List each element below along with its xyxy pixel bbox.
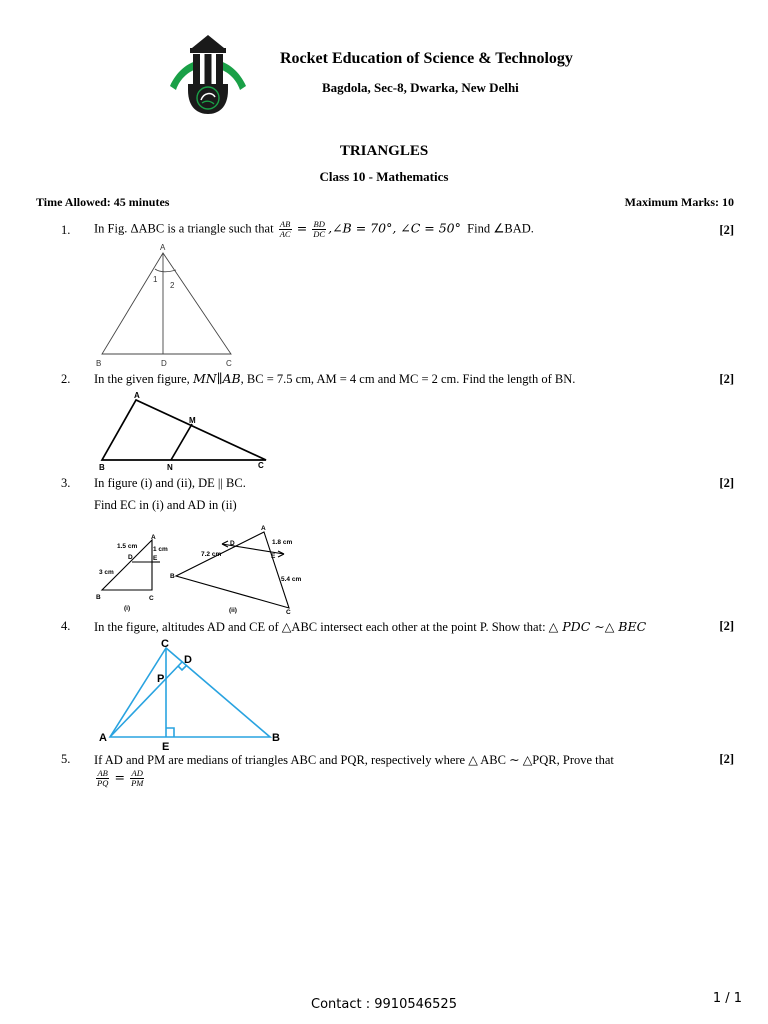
q4-pre: In the figure, altitudes AD and CE of △ABC intersect each other at the point P. Show that: <box>94 620 546 634</box>
fig3ii-label-e: E <box>271 553 276 560</box>
fig3i-label-e: E <box>153 555 158 562</box>
fig1-label-a: A <box>160 243 166 252</box>
question-4-marks: [2] <box>719 619 734 633</box>
question-1-number: 1. <box>61 223 71 237</box>
fig4-label-d: D <box>184 654 192 666</box>
question-2-number: 2. <box>61 372 71 386</box>
q1-fraction-1: $\frac{AB}{AC}$ <box>279 219 291 239</box>
figure-3-triangles <box>94 518 334 616</box>
fig2-label-a: A <box>134 391 140 400</box>
fig3ii-len-1-8: 1.8 cm <box>272 539 293 546</box>
fig3i-caption: (i) <box>124 605 131 612</box>
q1-fraction-2: $\frac{BD}{DC}$ <box>313 219 326 239</box>
q1-pre: In Fig. ΔABC is a triangle such that <box>94 221 274 236</box>
q1-post: Find ∠BAD. <box>467 221 534 236</box>
fig3i-label-c: C <box>149 595 154 602</box>
fig2-label-n: N <box>167 463 173 472</box>
q1-conditions: ,∠B = 70°, ∠C = 50° <box>328 220 461 236</box>
institute-name: Rocket Education of Science & Technology <box>280 50 573 67</box>
fig1-angle-2: 2 <box>170 281 175 290</box>
time-allowed: Time Allowed: 45 minutes <box>36 195 170 209</box>
q5-equals: = <box>114 769 125 785</box>
fig1-label-d: D <box>161 359 167 368</box>
document-title: TRIANGLES <box>339 143 429 159</box>
class-subject: Class 10 - Mathematics <box>319 169 449 184</box>
question-3-marks: [2] <box>719 476 734 490</box>
question-1-marks: [2] <box>719 223 734 237</box>
fig3ii-label-a: A <box>261 525 266 532</box>
page-number: 1 / 1 <box>712 991 742 1006</box>
question-5-marks: [2] <box>719 752 734 766</box>
fig4-label-c: C <box>161 638 169 650</box>
question-3-line-1: In figure (i) and (ii), DE || BC. <box>94 476 246 490</box>
q5-fraction-2: $\frac{AD}{PM}$ <box>131 768 144 788</box>
fig3ii-caption: (ii) <box>229 607 237 614</box>
fig3i-label-b: B <box>96 594 101 601</box>
q2-post: , BC = 7.5 cm, AM = 4 cm and MC = 2 cm. Find the length of BN. <box>240 372 576 386</box>
fig3ii-len-5-4: 5.4 cm <box>281 576 302 583</box>
question-3-line-2: Find EC in (i) and AD in (ii) <box>94 498 237 512</box>
fig2-label-b: B <box>99 463 105 472</box>
fig4-label-e: E <box>162 741 170 753</box>
question-5-text: If AD and PM are medians of triangles ABC and PQR, respectively where △ ABC ∼ △PQR, Prove that <box>94 753 614 767</box>
question-1-text <box>94 220 534 239</box>
question-4-number: 4. <box>61 619 71 633</box>
question-2-text <box>94 371 575 387</box>
fig1-label-b: B <box>96 359 102 368</box>
fig3ii-label-c: C <box>286 609 291 616</box>
fig3i-label-a: A <box>151 534 156 541</box>
question-2-marks: [2] <box>719 372 734 386</box>
fig3ii-label-d: D <box>230 540 235 547</box>
question-3-number: 3. <box>61 476 71 490</box>
fig3ii-label-b: B <box>170 573 175 580</box>
fig3i-label-d: D <box>128 554 133 561</box>
q4-math: △ PDC ∼△ BEC <box>548 619 647 634</box>
question-4-text <box>94 619 646 635</box>
figure-1-triangle <box>94 242 244 372</box>
fig2-label-m: M <box>189 416 196 425</box>
fig3i-len-3: 3 cm <box>99 569 114 576</box>
q2-pre: In the given figure, <box>94 372 190 386</box>
q5-fraction-1: $\frac{AB}{PQ}$ <box>97 768 109 788</box>
school-logo <box>166 34 250 116</box>
fig1-angle-1: 1 <box>153 275 158 284</box>
question-5-equation <box>94 769 146 788</box>
fig3i-len-1-5: 1.5 cm <box>117 543 138 550</box>
footer-contact: Contact : 9910546525 <box>311 997 457 1012</box>
q2-math: MN∥AB <box>192 371 241 386</box>
question-5-number: 5. <box>61 752 71 766</box>
fig4-label-a: A <box>99 732 107 744</box>
fig4-label-p: P <box>157 673 165 685</box>
figure-2-triangle <box>94 388 284 474</box>
fig3ii-len-7-2: 7.2 cm <box>201 551 222 558</box>
fig4-label-b: B <box>272 732 280 744</box>
maximum-marks: Maximum Marks: 10 <box>624 195 734 209</box>
q1-equals: = <box>296 220 308 236</box>
institute-address: Bagdola, Sec-8, Dwarka, New Delhi <box>322 80 519 95</box>
fig1-label-c: C <box>226 359 232 368</box>
figure-4-triangle <box>94 636 294 754</box>
fig2-label-c: C <box>258 461 264 470</box>
fig3i-len-1: 1 cm <box>153 546 168 553</box>
